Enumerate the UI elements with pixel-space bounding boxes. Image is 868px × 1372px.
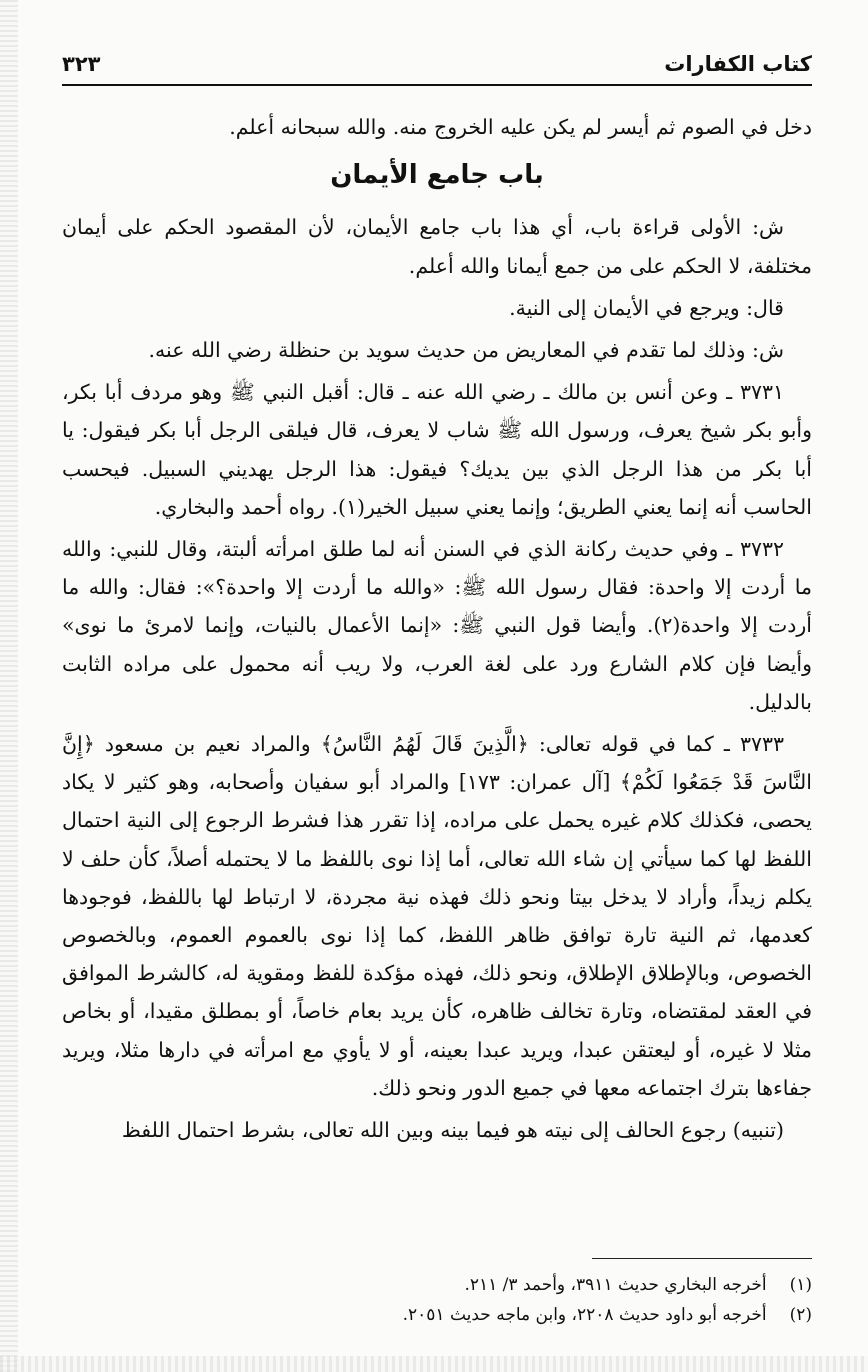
footnote-rule — [592, 1258, 812, 1259]
paragraph-note: (تنبيه) رجوع الحالف إلى نيته هو فيما بينه وبين الله تعالى، بشرط احتمال اللفظ — [121, 1118, 784, 1143]
header-rule — [62, 84, 812, 86]
footnote-1 — [62, 1270, 812, 1300]
footnote-text: أخرجه البخاري حديث ٣٩١١، وأحمد ٣/ ٢١١. — [464, 1275, 767, 1295]
footnote-text: أخرجه أبو داود حديث ٢٢٠٨، وابن ماجه حديث ٢٠٥١. — [402, 1305, 767, 1325]
paragraph-3732: ٣٧٣٢ ـ وفي حديث ركانة الذي في السنن أنه لما طلق امرأته ألبتة، وقال للنبي: والله ما أردت إلا واحدة: فقال رسول الله ﷺ: «والله ما أردت إلا واحدة؟»: فقال: والله ما أردت إلا واحدة(٢). وأيضا قول النبي ﷺ: «إنما الأعمال بالنيات، وإنما لامرئ ما نوى» وأيضا فإن كلام الشارع ورد على لغة العرب، ولا ريب أنه محمول على مراده الثابت بالدليل. — [62, 537, 812, 714]
running-header — [62, 52, 812, 86]
paragraph-matn: قال: ويرجع في الأيمان إلى النية. — [509, 295, 784, 320]
main-text — [62, 108, 812, 1153]
page-number: ٣٢٣ — [62, 52, 101, 76]
paragraph-commentary: ش: الأولى قراءة باب، أي هذا باب جامع الأيمان، لأن المقصود الحكم على أيمان مختلفة، لا الحكم على من جمع أيمانا والله أعلم. — [62, 215, 812, 278]
paragraph-commentary-2: ش: وذلك لما تقدم في المعاريض من حديث سويد بن حنظلة رضي الله عنه. — [148, 338, 784, 363]
chapter-heading: باب جامع الأيمان — [330, 160, 544, 191]
paragraph-continuation: دخل في الصوم ثم أيسر لم يكن عليه الخروج منه. والله سبحانه أعلم. — [229, 115, 812, 139]
page-edge-shadow-bottom — [0, 1356, 868, 1372]
footnote-number: (٢) — [789, 1305, 812, 1325]
paragraph-3731: ٣٧٣١ ـ وعن أنس بن مالك ـ رضي الله عنه ـ قال: أقبل النبي ﷺ وهو مردف أبا بكر، وأبو بكر شيخ يعرف، ورسول الله ﷺ شاب لا يعرف، قال فيلقى الرجل أبا بكر فيقول: يا أبا بكر من هذا الرجل الذي بين يديك؟ فيقول: هذا الرجل يهديني السبيل. فيحسب الحاسب أنه إنما يعني الطريق؛ وإنما يعني سبيل الخير(١). رواه أحمد والبخاري. — [62, 380, 812, 519]
page-edge-shadow — [0, 0, 18, 1372]
paragraph-3733: ٣٧٣٣ ـ كما في قوله تعالى: ﴿الَّذِينَ قَالَ لَهُمُ النَّاسُ﴾ والمراد نعيم بن مسعود ﴿إِنَّ النَّاسَ قَدْ جَمَعُوا لَكُمْ﴾ [آل عمران: ١٧٣] والمراد أبو سفيان وأصحابه، وهو كثير لا يكاد يحصى، فكذلك كلام غيره يحمل على مراده، إذا تقرر هذا فشرط الرجوع إلى النية احتمال اللفظ لها كما سيأتي إن شاء الله تعالى، أما إذا نوى باللفظ ما لا يحتمله أصلاً، كأن حلف لا يكلم زيداً، وأراد لا يدخل بيتا ونحو ذلك فهذه نية مجردة، لا ارتباط لها باللفظ، فوجودها كعدمها، ثم النية تارة توافق ظاهر اللفظ، كما إذا نوى بالعموم العموم، وبالخصوص الخصوص، وبالإطلاق الإطلاق، ونحو ذلك، فهذه مؤكدة للفظ ومقوية له، كالشرط الموافق في العقد لمقتضاه، وتارة تخالف ظاهره، كأن يريد بعام خاصاً، أو بمطلق مقيدا، أو بخاص مثلا لا غيره، أو ليعتقن عبدا، ويريد عبدا بعينه، أو لا يأوي مع امرأته في دارها مثلا، ويريد جفاءها بترك اجتماعه معها في جميع الدور ونحو ذلك. — [62, 732, 812, 1100]
footnotes — [62, 1270, 812, 1330]
footnote-2 — [62, 1300, 812, 1330]
book-title: كتاب الكفارات — [664, 52, 812, 76]
footnote-number: (١) — [789, 1275, 812, 1295]
